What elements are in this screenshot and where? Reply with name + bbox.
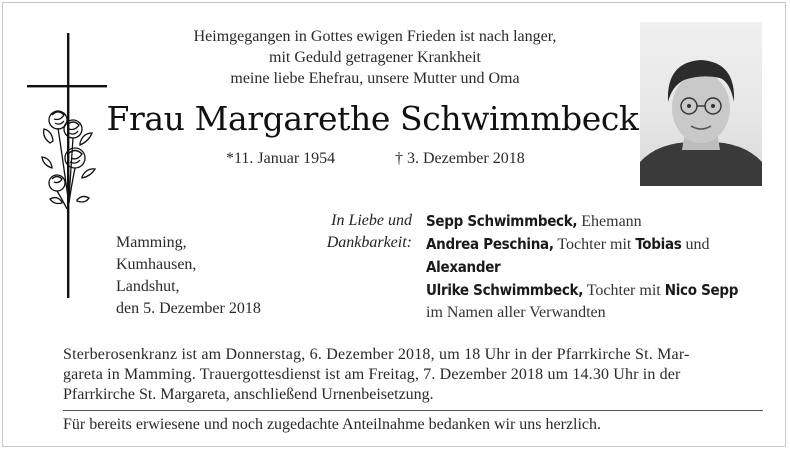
place-line: Landshut,	[116, 278, 180, 295]
family-member-name: Nico Sepp	[664, 281, 739, 299]
info-line: Sterberosenkranz ist am Donnerstag, 6. Dezember 2018, um 18 Uhr in der Pfarrkirche St. Mar-	[63, 346, 690, 363]
family-member-name: Alexander	[426, 258, 501, 276]
thanks-label	[300, 210, 412, 254]
intro-text	[140, 26, 610, 89]
family-line: im Namen aller Verwandten	[426, 304, 606, 321]
family-member-name: Ulrike Schwimmbeck,	[426, 281, 584, 299]
family-relation: Tochter mit	[583, 282, 665, 299]
service-info	[63, 345, 763, 405]
deceased-name: Frau Margarethe Schwimmbeck	[106, 99, 639, 138]
family-relation: und	[681, 236, 710, 253]
divider	[63, 410, 763, 411]
intro-line: mit Geduld getragener Krankheit	[269, 49, 481, 66]
place-and-date	[116, 232, 316, 320]
family-member-name: Tobias	[635, 235, 682, 253]
family-relation: Ehemann	[577, 213, 642, 230]
place-line: den 5. Dezember 2018	[116, 300, 261, 317]
info-line: Pfarrkirche St. Margareta, anschließend Urnenbeisetzung.	[63, 386, 434, 403]
cross-with-roses-icon	[22, 33, 122, 298]
family-member-name: Andrea Peschina,	[426, 235, 554, 253]
portrait-figure-icon	[640, 22, 762, 186]
portrait-photo	[640, 22, 762, 186]
info-line: gareta in Mamming. Trauergottesdienst ist am Freitag, 7. Dezember 2018 um 14.30 Uhr in der	[63, 366, 681, 383]
thanks-line: In Liebe und	[331, 212, 412, 229]
family-line	[426, 256, 771, 279]
family-relation: Tochter mit	[553, 236, 636, 253]
family-line	[426, 210, 771, 233]
birth-date: *11. Januar 1954	[226, 150, 336, 167]
death-date: † 3. Dezember 2018	[395, 150, 525, 167]
family-line	[426, 233, 771, 256]
thanks-line: Dankbarkeit:	[326, 234, 412, 251]
place-line: Mamming,	[116, 234, 187, 251]
intro-line: Heimgegangen in Gottes ewigen Frieden ist nach langer,	[193, 28, 557, 45]
family-member-name: Sepp Schwimmbeck,	[426, 212, 578, 230]
family-line	[426, 279, 771, 302]
footer-thanks: Für bereits erwiesene und noch zugedachte Anteilnahme bedanken wir uns herzlich.	[63, 416, 602, 433]
family-list	[426, 210, 771, 324]
place-line: Kumhausen,	[116, 256, 197, 273]
intro-line: meine liebe Ehefrau, unsere Mutter und Oma	[230, 70, 520, 87]
